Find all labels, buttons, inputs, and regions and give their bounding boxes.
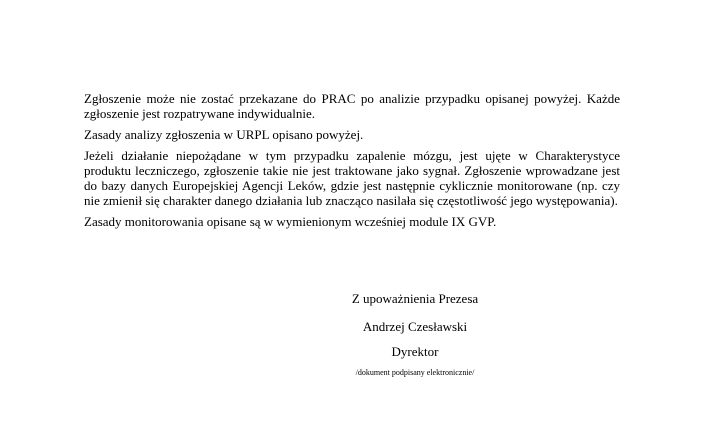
paragraph-prac-referral: Zgłoszenie może nie zostać przekazane do PRAC po analizie przypadku opisanej powyżej. Każde zgłoszenie jest rozpatrywane indywidualnie. (84, 91, 620, 121)
signatory-title: Dyrektor (391, 344, 439, 359)
signature-block (300, 291, 530, 377)
document-body (84, 91, 620, 235)
signature-authority: Z upoważnienia Prezesa (351, 291, 479, 306)
signatory-name: Andrzej Czesławski (362, 319, 468, 334)
paragraph-urpl-analysis: Zasady analizy zgłoszenia w URPL opisano powyżej. (84, 127, 364, 142)
paragraph-monitoring-rules: Zasady monitorowania opisane są w wymienionym wcześniej module IX GVP. (84, 214, 497, 229)
paragraph-adverse-reaction: Jeżeli działanie niepożądane w tym przypadku zapalenie mózgu, jest ujęte w Charakterystyce produktu leczniczego, zgłoszenie takie nie jest traktowane jako sygnał. Zgłoszenie wprowadzane jest do bazy danych Europejskiej Agencji Leków, gdzie jest następnie cyklicznie monitorowane (np. czy nie zmienił się charakter danego działania lub znacząco nasilała się częstotliwość jego występowania). (84, 148, 620, 208)
electronic-signature-note: /dokument podpisany elektronicznie/ (355, 368, 475, 377)
